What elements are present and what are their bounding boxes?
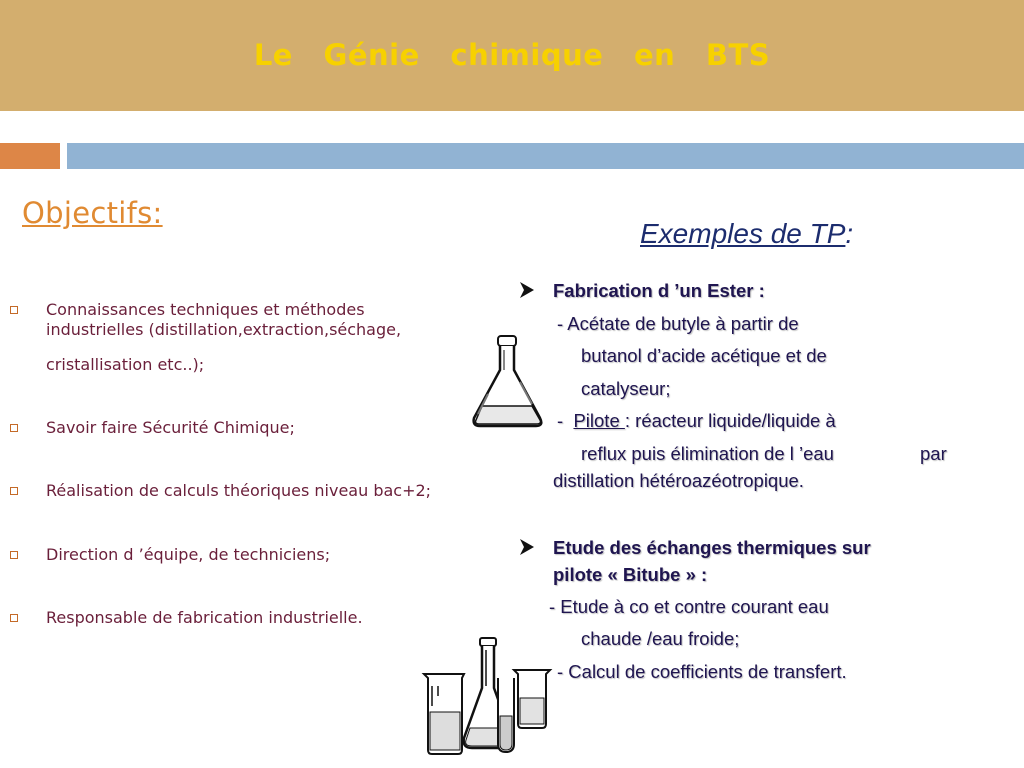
- slide-title: Le Génie chimique en BTS: [253, 38, 771, 72]
- objectifs-heading: Objectifs:: [22, 196, 163, 230]
- item-line: Réalisation de calculs théoriques niveau bac+2;: [46, 481, 432, 500]
- block1-line: distillation hétéroazéotropique.: [553, 470, 804, 491]
- arrow-bullet-icon: [518, 281, 536, 299]
- block2-line: - Calcul de coefficients de transfert.: [557, 661, 847, 682]
- block1-title: Fabrication d ’un Ester :: [553, 280, 765, 301]
- block1-line-end: par: [920, 443, 947, 464]
- block2-title: Etude des échanges thermiques sur: [553, 537, 871, 558]
- item-line: Direction d ’équipe, de techniciens;: [46, 545, 331, 564]
- lab-glassware-icon: [418, 636, 554, 756]
- block1-line: catalyseur;: [581, 378, 671, 399]
- block1-line: reflux puis élimination de l ’eau: [581, 443, 834, 464]
- item-line: Connaissances techniques et méthodes: [46, 300, 365, 319]
- pilote-prefix: -: [557, 410, 574, 431]
- block2-line: chaude /eau froide;: [581, 628, 740, 649]
- arrow-bullet-icon: [518, 538, 536, 556]
- item-line: cristallisation etc..);: [46, 355, 205, 374]
- pilote-text: : réacteur liquide/liquide à: [624, 410, 836, 431]
- block1-line: butanol d’acide acétique et de: [581, 345, 827, 366]
- item-line: industrielles (distillation,extraction,séchage,: [46, 320, 402, 339]
- pilote-label: Pilote: [573, 410, 625, 431]
- block1-line: [557, 410, 836, 432]
- tp-heading-colon: :: [845, 218, 854, 249]
- tp-heading-text: Exemples de TP: [640, 218, 846, 249]
- item-line: Responsable de fabrication industrielle.: [46, 608, 363, 627]
- block2-title: pilote « Bitube » :: [553, 564, 708, 585]
- block1-line: - Acétate de butyle à partir de: [557, 313, 799, 334]
- item-line: Savoir faire Sécurité Chimique;: [46, 418, 295, 437]
- block2-line: - Etude à co et contre courant eau: [549, 596, 829, 617]
- erlenmeyer-flask-icon: [468, 334, 548, 430]
